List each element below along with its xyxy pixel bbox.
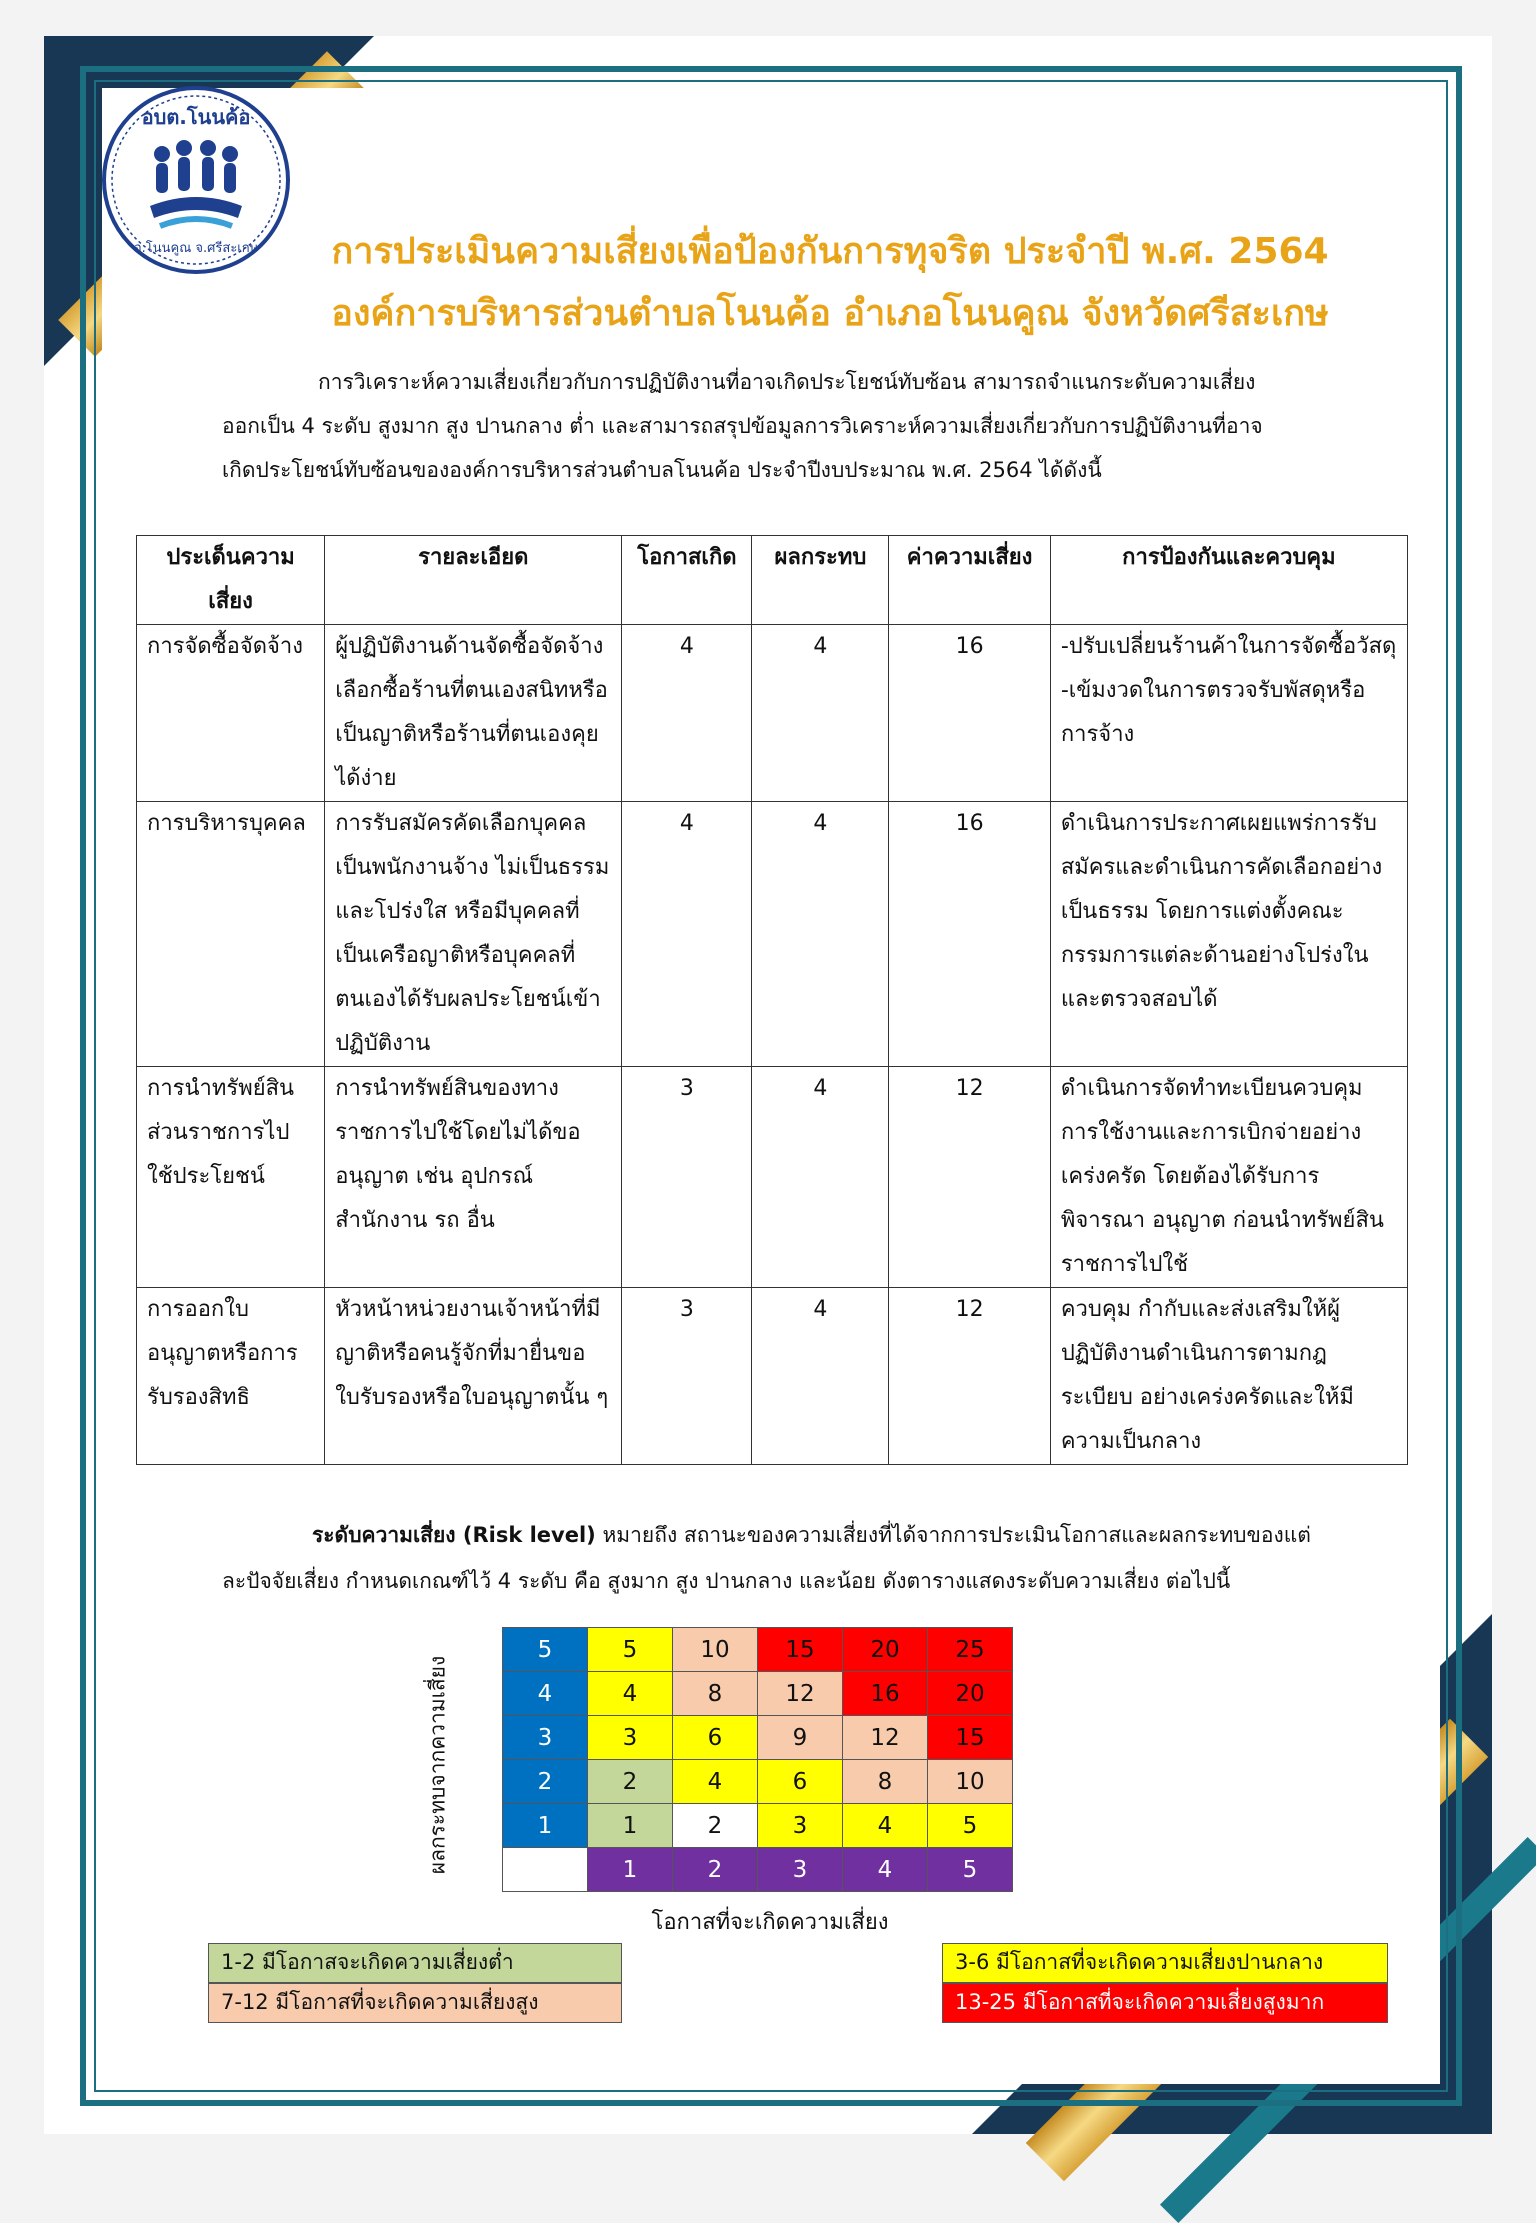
matrix-cell: 2 — [673, 1804, 758, 1848]
page-title-line-1: การประเมินความเสี่ยงเพื่อป้องกันการทุจริต ประจำปี พ.ศ. 2564 — [331, 231, 1329, 272]
seal-location-text: อ.โนนคูณ จ.ศรีสะเกษ — [133, 241, 259, 256]
header-impact: ผลกระทบ — [752, 536, 889, 625]
matrix-cell: 25 — [928, 1628, 1013, 1672]
cell-issue: การออกใบอนุญาตหรือการรับรองสิทธิ — [137, 1288, 325, 1465]
matrix-cell: 5 — [928, 1804, 1013, 1848]
matrix-row — [503, 1672, 1013, 1716]
cell-likelihood: 3 — [622, 1288, 752, 1465]
intro-line-2: ออกเป็น 4 ระดับ สูงมาก สูง ปานกลาง ต่ำ และสามารถสรุปข้อมูลการวิเคราะห์ความเสี่ยงเกี่ยวกับการปฏิบัติงานที่อาจ — [222, 414, 1263, 438]
matrix-cell: 8 — [843, 1760, 928, 1804]
matrix-row — [503, 1760, 1013, 1804]
table-row — [137, 802, 1408, 1067]
cell-impact: 4 — [752, 1288, 889, 1465]
header-detail: รายละเอียด — [325, 536, 622, 625]
intro-line-3: เกิดประโยชน์ทับซ้อนขององค์การบริหารส่วนตำบลโนนค้อ ประจำปีงบประมาณ พ.ศ. 2564 ได้ดังนี้ — [222, 458, 1102, 482]
matrix-x-axis-label: โอกาสที่จะเกิดความเสี่ยง — [651, 1910, 889, 1935]
matrix-cell: 8 — [673, 1672, 758, 1716]
matrix-cell: 6 — [673, 1716, 758, 1760]
cell-likelihood: 3 — [622, 1067, 752, 1288]
matrix-likelihood-axis-cell: 1 — [588, 1848, 673, 1892]
risk-level-line-2: ละปัจจัยเสี่ยง กำหนดเกณฑ์ไว้ 4 ระดับ คือ สูงมาก สูง ปานกลาง และน้อย ดังตารางแสดงระดับความเสี่ยง ต่อไปนี้ — [222, 1569, 1231, 1593]
risk-matrix — [502, 1627, 1013, 1892]
header-risk-score: ค่าความเสี่ยง — [889, 536, 1050, 625]
cell-impact: 4 — [752, 1067, 889, 1288]
header-issue: ประเด็นความเสี่ยง — [137, 536, 325, 625]
risk-level-definition: หมายถึง สถานะของความเสี่ยงที่ได้จากการประเมินโอกาสและผลกระทบของแต่ — [595, 1523, 1311, 1547]
cell-issue: การบริหารบุคคล — [137, 802, 325, 1067]
matrix-cell: 12 — [843, 1716, 928, 1760]
matrix-likelihood-axis-row — [503, 1848, 1013, 1892]
cell-control: ดำเนินการจัดทำทะเบียนควบคุมการใช้งานและการเบิกจ่ายอย่างเคร่งครัด โดยต้องได้รับการพิจารณา อนุญาต ก่อนนำทรัพย์สินราชการไปใช้ — [1050, 1067, 1407, 1288]
matrix-cell: 5 — [588, 1628, 673, 1672]
intro-paragraph — [222, 360, 1412, 492]
matrix-cell: 16 — [843, 1672, 928, 1716]
header-likelihood: โอกาสเกิด — [622, 536, 752, 625]
matrix-cell: 20 — [843, 1628, 928, 1672]
cell-control: ควบคุม กำกับและส่งเสริมให้ผู้ปฏิบัติงานดำเนินการตามกฎระเบียบ อย่างเคร่งครัดและให้มีความเป็นกลาง — [1050, 1288, 1407, 1465]
matrix-likelihood-axis-cell: 4 — [843, 1848, 928, 1892]
table-row — [137, 1288, 1408, 1465]
matrix-corner-cell — [503, 1848, 588, 1892]
cell-likelihood: 4 — [622, 802, 752, 1067]
matrix-likelihood-axis-cell: 2 — [673, 1848, 758, 1892]
matrix-cell: 15 — [758, 1628, 843, 1672]
cell-detail: การนำทรัพย์สินของทางราชการไปใช้โดยไม่ได้ขออนุญาต เช่น อุปกรณ์สำนักงาน รถ อื่น — [325, 1067, 622, 1288]
matrix-cell: 15 — [928, 1716, 1013, 1760]
cell-control: ดำเนินการประกาศเผยแพร่การรับสมัครและดำเนินการคัดเลือกอย่างเป็นธรรม โดยการแต่งตั้งคณะกรรมการแต่ละด้านอย่างโปร่งในและตรวจสอบได้ — [1050, 802, 1407, 1067]
matrix-y-axis-label-text: ผลกระทบจากความเสี่ยง — [425, 1655, 450, 1875]
matrix-cell: 6 — [758, 1760, 843, 1804]
matrix-cell: 4 — [843, 1804, 928, 1848]
cell-detail: การรับสมัครคัดเลือกบุคคลเป็นพนักงานจ้าง ไม่เป็นธรรมและโปร่งใส หรือมีบุคคลที่เป็นเครือญาติหรือบุคคลที่ตนเองได้รับผลประโยชน์เข้าปฏิบัติงาน — [325, 802, 622, 1067]
risk-assessment-table — [136, 535, 1408, 1465]
matrix-cell: 12 — [758, 1672, 843, 1716]
cell-risk-score: 12 — [889, 1067, 1050, 1288]
matrix-impact-axis-cell: 1 — [503, 1804, 588, 1848]
matrix-row — [503, 1628, 1013, 1672]
matrix-row — [503, 1804, 1013, 1848]
risk-level-paragraph — [222, 1512, 1436, 1604]
matrix-cell: 2 — [588, 1760, 673, 1804]
cell-risk-score: 12 — [889, 1288, 1050, 1465]
legend-very-high: 13-25 มีโอกาสที่จะเกิดความเสี่ยงสูงมาก — [942, 1983, 1388, 2023]
cell-issue: การนำทรัพย์สินส่วนราชการไปใช้ประโยชน์ — [137, 1067, 325, 1288]
cell-likelihood: 4 — [622, 625, 752, 802]
intro-line-1: การวิเคราะห์ความเสี่ยงเกี่ยวกับการปฏิบัติงานที่อาจเกิดประโยชน์ทับซ้อน สามารถจำแนกระดับความเสี่ยง — [318, 370, 1256, 394]
cell-detail: ผู้ปฏิบัติงานด้านจัดซื้อจัดจ้างเลือกซื้อร้านที่ตนเองสนิทหรือเป็นญาติหรือร้านที่ตนเองคุยได้ง่าย — [325, 625, 622, 802]
matrix-impact-axis-cell: 4 — [503, 1672, 588, 1716]
matrix-likelihood-axis-cell: 5 — [928, 1848, 1013, 1892]
matrix-row — [503, 1716, 1013, 1760]
cell-impact: 4 — [752, 802, 889, 1067]
legend-high: 7-12 มีโอกาสที่จะเกิดความเสี่ยงสูง — [208, 1983, 622, 2023]
header-control: การป้องกันและควบคุม — [1050, 536, 1407, 625]
matrix-impact-axis-cell: 2 — [503, 1760, 588, 1804]
cell-control: -ปรับเปลี่ยนร้านค้าในการจัดซื้อวัสดุ -เข้มงวดในการตรวจรับพัสดุหรือการจ้าง — [1050, 625, 1407, 802]
matrix-cell: 10 — [928, 1760, 1013, 1804]
table-row — [137, 625, 1408, 802]
matrix-y-axis-label — [418, 1632, 458, 1898]
matrix-impact-axis-cell: 3 — [503, 1716, 588, 1760]
matrix-cell: 9 — [758, 1716, 843, 1760]
page-title-line-2: องค์การบริหารส่วนตำบลโนนค้อ อำเภอโนนคูณ จังหวัดศรีสะเกษ — [331, 293, 1329, 334]
matrix-cell: 20 — [928, 1672, 1013, 1716]
cell-detail: หัวหน้าหน่วยงานเจ้าหน้าที่มีญาติหรือคนรู้จักที่มายื่นขอใบรับรองหรือใบอนุญาตนั้น ๆ — [325, 1288, 622, 1465]
matrix-cell: 4 — [588, 1672, 673, 1716]
seal-name-text: อบต.โนนค้อ — [141, 105, 251, 129]
matrix-cell: 10 — [673, 1628, 758, 1672]
matrix-cell: 3 — [758, 1804, 843, 1848]
table-header-row — [137, 536, 1408, 625]
matrix-impact-axis-cell: 5 — [503, 1628, 588, 1672]
matrix-cell: 1 — [588, 1804, 673, 1848]
cell-issue: การจัดซื้อจัดจ้าง — [137, 625, 325, 802]
cell-impact: 4 — [752, 625, 889, 802]
table-row — [137, 1067, 1408, 1288]
cell-risk-score: 16 — [889, 802, 1050, 1067]
matrix-cell: 3 — [588, 1716, 673, 1760]
risk-level-term: ระดับความเสี่ยง (Risk level) — [312, 1523, 596, 1547]
legend-low: 1-2 มีโอกาสจะเกิดความเสี่ยงต่ำ — [208, 1943, 622, 1983]
matrix-cell: 4 — [673, 1760, 758, 1804]
cell-risk-score: 16 — [889, 625, 1050, 802]
legend-medium: 3-6 มีโอกาสที่จะเกิดความเสี่ยงปานกลาง — [942, 1943, 1388, 1983]
matrix-likelihood-axis-cell: 3 — [758, 1848, 843, 1892]
